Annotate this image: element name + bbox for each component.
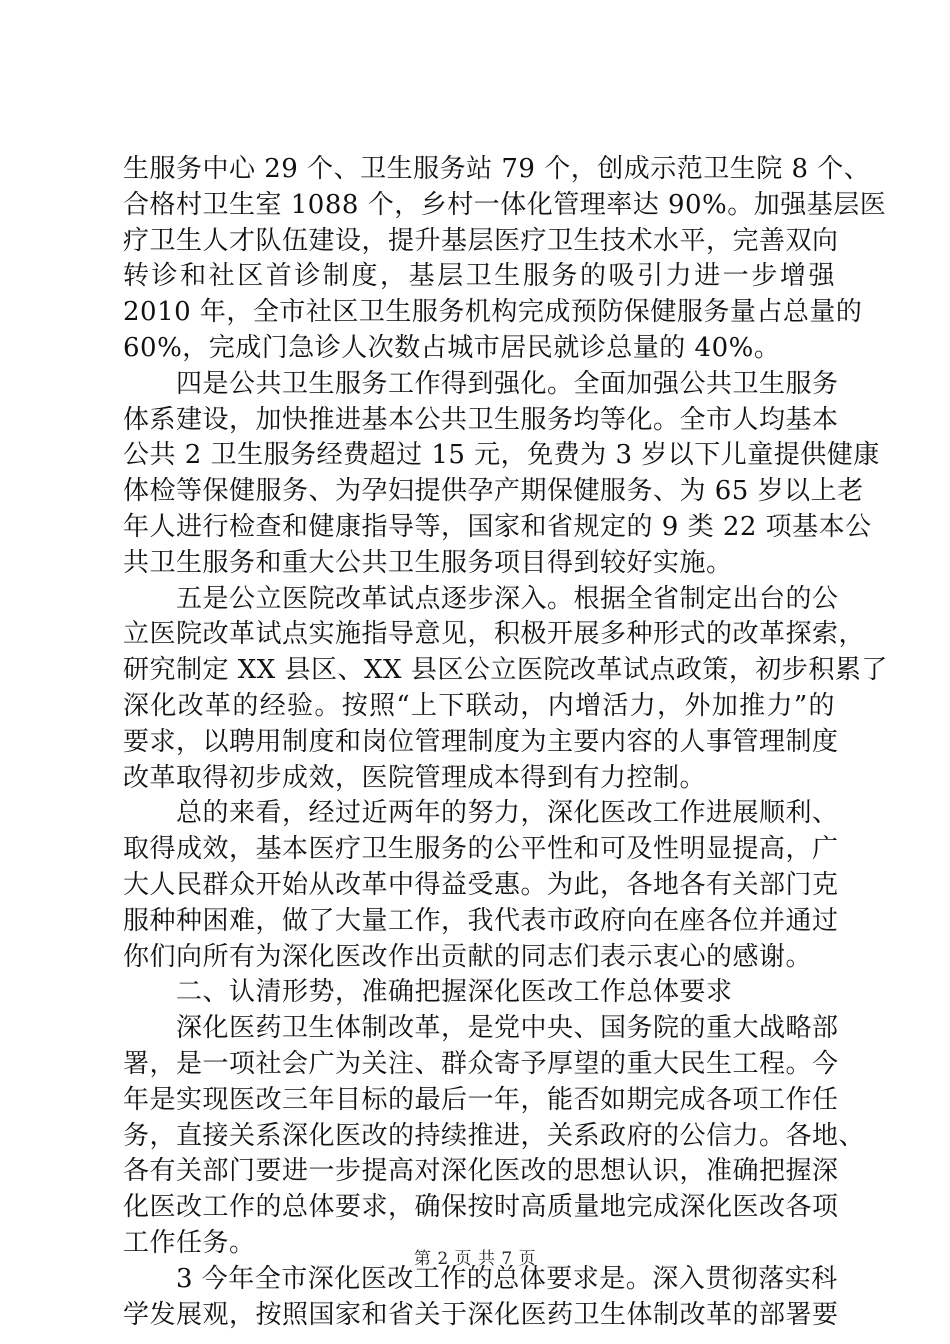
text-line: 你们向所有为深化医改作出贡献的同志们表示衷心的感谢。 <box>123 941 813 972</box>
text-line: 3 今年全市深化医改工作的总体要求是。深入贯彻落实科 <box>123 1263 838 1294</box>
text-line: 学发展观，按照国家和省关于深化医药卫生体制改革的部署要 <box>123 1299 839 1330</box>
text-line: 2010 年，全市社区卫生服务机构完成预防保健服务量占总量的 <box>123 297 863 328</box>
page-number-footer: 第 2 页 共 7 页 <box>413 1249 537 1269</box>
text-line: 大人民群众开始从改革中得益受惠。为此，各地各有关部门克 <box>123 869 839 900</box>
text-line: 四是公共卫生服务工作得到强化。全面加强公共卫生服务 <box>123 368 839 399</box>
section-heading: 二、认清形势，准确把握深化医改工作总体要求 <box>123 977 733 1008</box>
text-line: 转诊和社区首诊制度，基层卫生服务的吸引力进一步增强 <box>123 261 835 292</box>
body-text <box>123 152 888 1333</box>
text-line: 工作任务。 <box>123 1227 256 1258</box>
text-line: 取得成效，基本医疗卫生服务的公平性和可及性明显提高，广 <box>123 834 839 865</box>
text-line: 务，直接关系深化医改的持续推进，关系政府的公信力。各地、 <box>123 1120 866 1151</box>
text-line: 体检等保健服务、为孕妇提供孕产期保健服务、为 65 岁以上老 <box>123 476 864 507</box>
text-line: 署，是一项社会广为关注、群众寄予厚望的重大民生工程。今 <box>123 1048 839 1079</box>
text-line: 疗卫生人才队伍建设，提升基层医疗卫生技术水平，完善双向 <box>123 225 839 256</box>
text-line: 服种种困难，做了大量工作，我代表市政府向在座各位并通过 <box>123 905 839 936</box>
text-line: 年人进行检查和健康指导等，国家和省规定的 9 类 22 项基本公 <box>123 511 872 542</box>
text-line: 年是实现医改三年目标的最后一年，能否如期完成各项工作任 <box>123 1084 839 1115</box>
text-line: 总的来看，经过近两年的努力，深化医改工作进展顺利、 <box>123 798 839 829</box>
text-line: 公共 2 卫生服务经费超过 15 元，免费为 3 岁以下儿童提供健康 <box>123 440 880 471</box>
text-line: 体系建设，加快推进基本公共卫生服务均等化。全市人均基本 <box>123 404 839 435</box>
text-line: 合格村卫生室 1088 个，乡村一体化管理率达 90%。加强基层医 <box>123 189 887 220</box>
text-line: 共卫生服务和重大公共卫生服务项目得到较好实施。 <box>123 547 733 578</box>
text-line: 五是公立医院改革试点逐步深入。根据全省制定出台的公 <box>123 583 839 614</box>
text-line: 改革取得初步成效，医院管理成本得到有力控制。 <box>123 762 707 793</box>
text-line: 生服务中心 29 个、卫生服务站 79 个，创成示范卫生院 8 个、 <box>123 154 871 184</box>
text-line: 60%，完成门急诊人次数占城市居民就诊总量的 40%。 <box>123 332 781 363</box>
text-line: 立医院改革试点实施指导意见，积极开展多种形式的改革探索， <box>123 619 866 650</box>
text-line: 化医改工作的总体要求，确保按时高质量地完成深化医改各项 <box>123 1192 839 1223</box>
text-line: 要求，以聘用制度和岗位管理制度为主要内容的人事管理制度 <box>123 726 839 757</box>
text-line: 各有关部门要进一步提高对深化医改的思想认识，准确把握深 <box>123 1156 839 1187</box>
text-line: 研究制定 XX 县区、XX 县区公立医院改革试点政策，初步积累了 <box>123 655 888 686</box>
text-line: 深化医药卫生体制改革，是党中央、国务院的重大战略部 <box>123 1013 839 1044</box>
text-line: 深化改革的经验。按照“上下联动，内增活力，外加推力”的 <box>123 690 835 721</box>
